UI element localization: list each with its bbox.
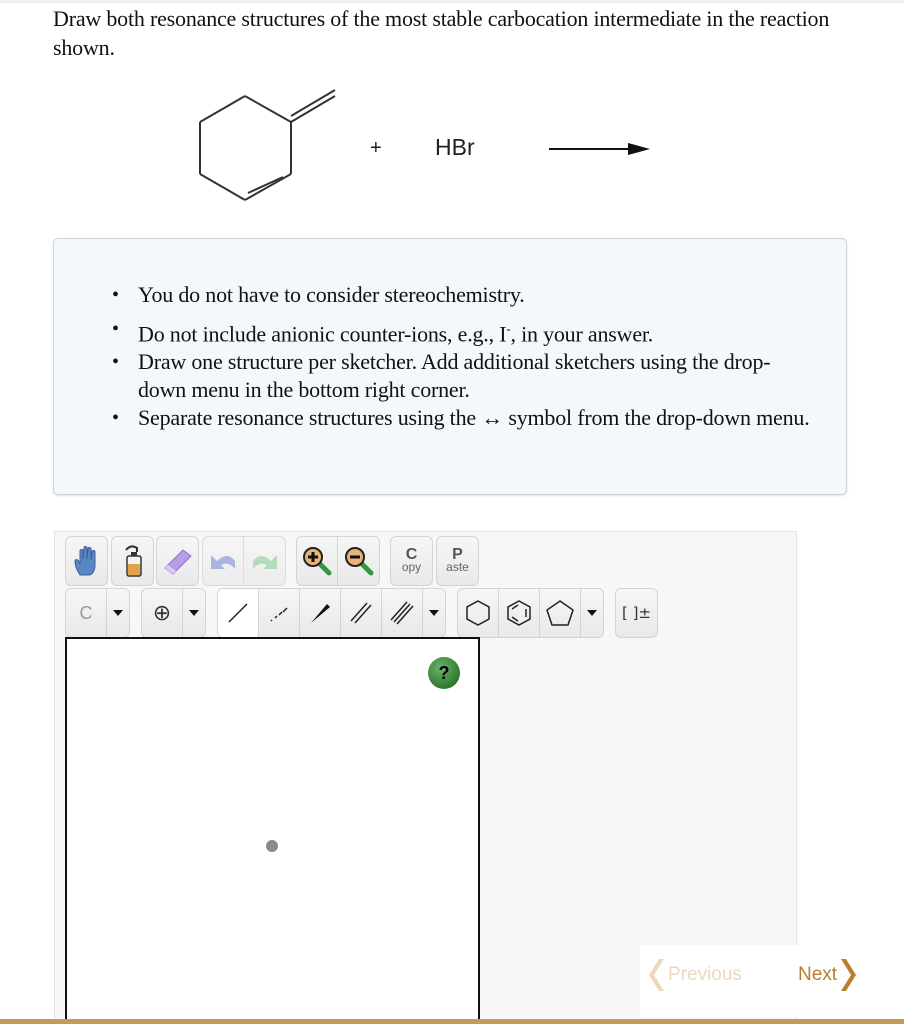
atom-group [65, 588, 130, 638]
cyclopentane-icon [544, 598, 576, 628]
instruction-text: You do not have to consider stereochemistry. [138, 282, 525, 307]
benzene-button[interactable] [499, 589, 540, 637]
undo-button[interactable] [203, 537, 244, 585]
bracket-charge-icon: [ ]± [621, 604, 652, 622]
eraser-tool-group [156, 536, 199, 586]
charge-dropdown-button[interactable] [183, 589, 205, 637]
double-bond-button[interactable] [341, 589, 382, 637]
previous-button[interactable] [648, 958, 742, 992]
ring-dropdown-button[interactable] [581, 589, 603, 637]
hand-tool-group [65, 536, 108, 586]
question-prompt: Draw both resonance structures of the most stable carbocation intermediate in the reaction shown. [53, 6, 830, 60]
zoom-in-icon [301, 545, 333, 577]
chevron-left-icon [648, 958, 668, 992]
instruction-text: Draw one structure per sketcher. Add additional sketchers using the drop-down menu in the bottom right corner. [138, 349, 771, 403]
triple-bond-button[interactable] [382, 589, 423, 637]
instruction-item [112, 404, 812, 432]
charge-plus-button[interactable] [142, 589, 183, 637]
help-button[interactable] [428, 657, 460, 689]
wedge-bond-button[interactable] [300, 589, 341, 637]
bond-group [217, 588, 446, 638]
question-mark-icon: ? [438, 662, 450, 683]
atom-label: C [79, 602, 93, 623]
instructions-list [112, 281, 812, 438]
eraser-icon [161, 546, 195, 576]
zoom-in-button[interactable] [297, 537, 338, 585]
undo-icon [207, 547, 239, 575]
bottom-accent-bar [0, 1019, 904, 1024]
instruction-item [112, 281, 812, 309]
anion-superscript: - [506, 321, 511, 336]
wedge-bond-icon [307, 600, 333, 626]
wash-bottle-icon [121, 544, 145, 578]
redo-button[interactable] [244, 537, 285, 585]
hashed-bond-icon [266, 600, 292, 626]
chevron-right-icon [837, 958, 857, 992]
copy-small-text: opy [401, 560, 422, 574]
reagent-hbr: HBr [435, 134, 475, 160]
chevron-down-icon [113, 610, 123, 616]
clear-canvas-button[interactable] [112, 537, 153, 585]
reaction-arrow-icon [549, 143, 650, 155]
copy-button[interactable] [391, 537, 432, 585]
reaction-scheme [0, 80, 904, 220]
zoom-out-button[interactable] [338, 537, 379, 585]
zoom-out-icon [343, 545, 375, 577]
chevron-down-icon [189, 610, 199, 616]
ring-group [457, 588, 604, 638]
instruction-item [112, 348, 812, 404]
redo-icon [249, 547, 281, 575]
instruction-text: , in your answer. [510, 321, 654, 347]
hand-tool-button[interactable] [66, 537, 107, 585]
bond-dropdown-button[interactable] [423, 589, 445, 637]
paste-big-letter: P [452, 546, 463, 563]
zoom-group [296, 536, 380, 586]
atom-carbon-button[interactable] [66, 589, 107, 637]
triple-bond-icon [389, 600, 415, 626]
atom-dropdown-button[interactable] [107, 589, 129, 637]
eraser-button[interactable] [157, 537, 198, 585]
double-bond-icon [348, 600, 374, 626]
charge-bracket-button[interactable] [616, 589, 657, 637]
next-button[interactable] [798, 958, 857, 992]
benzene-icon [504, 598, 534, 628]
top-border [0, 0, 904, 3]
instructions-box [53, 238, 847, 495]
previous-label: Previous [668, 964, 742, 985]
drawing-canvas[interactable] [65, 637, 480, 1024]
navigation-bar [640, 945, 904, 1017]
cursor-dot [266, 840, 278, 852]
undo-redo-group [202, 536, 286, 586]
charge-group [141, 588, 206, 638]
chevron-down-icon [429, 610, 439, 616]
chevron-down-icon [587, 610, 597, 616]
plus-sign: + [370, 137, 382, 159]
next-label: Next [798, 964, 838, 985]
paste-small-text: aste [446, 560, 469, 574]
copy-big-letter: C [405, 546, 418, 563]
plus-charge-icon: ⊕ [152, 600, 172, 626]
copy-group [390, 536, 433, 586]
single-bond-button[interactable] [218, 589, 259, 637]
cyclohexane-icon [463, 598, 493, 628]
instruction-text: Separate resonance structures using the ↔ symbol from the drop-down menu. [138, 405, 810, 431]
hand-icon [72, 545, 102, 577]
bracket-group [615, 588, 658, 638]
instruction-text: Do not include anionic counter-ions, e.g., I [138, 321, 507, 347]
instruction-item [112, 315, 812, 348]
copy-label [401, 546, 422, 574]
single-bond-icon [225, 600, 251, 626]
paste-group [436, 536, 479, 586]
cyclopentane-button[interactable] [540, 589, 581, 637]
paste-button[interactable] [437, 537, 478, 585]
cyclohexane-button[interactable] [458, 589, 499, 637]
hashed-bond-button[interactable] [259, 589, 300, 637]
paste-label [446, 546, 469, 574]
clear-tool-group [111, 536, 154, 586]
